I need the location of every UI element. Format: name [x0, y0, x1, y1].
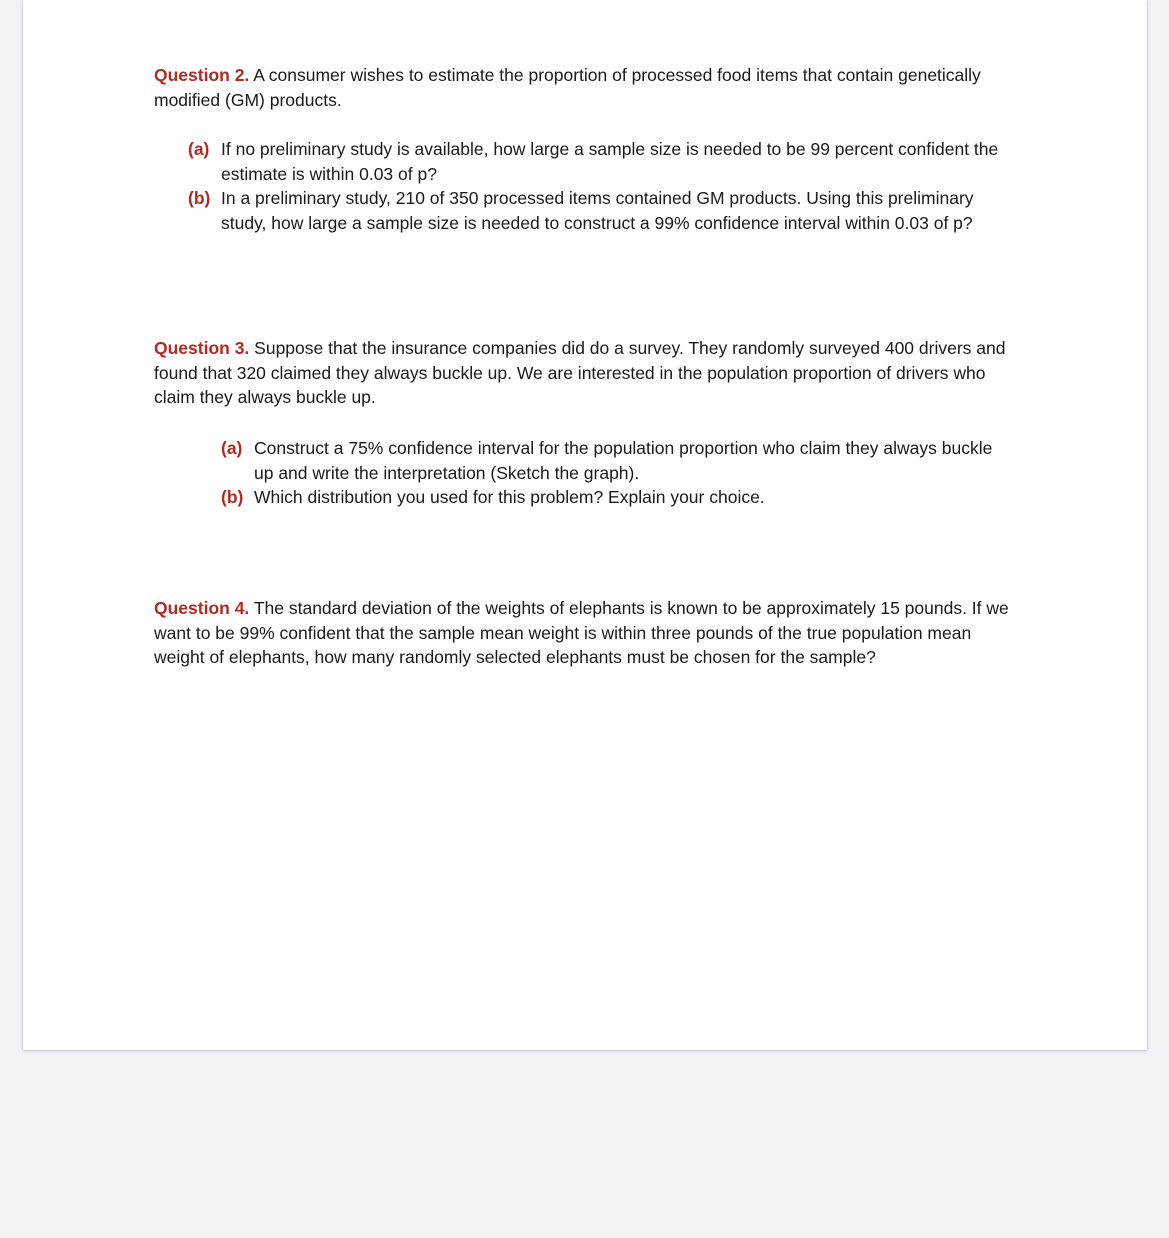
question-2-label: Question 2. [154, 65, 250, 85]
question-2-part-b-label: (b) [188, 188, 211, 208]
question-2 [154, 63, 1024, 112]
document-page [23, 0, 1147, 1050]
question-2-part-b-text: In a preliminary study, 210 of 350 processed items contained GM products. Using this preliminary study, how large a sample size is needed to construct a 99% confidence interval within 0.03 of p? [221, 188, 974, 233]
question-3-part-b-label: (b) [221, 487, 244, 507]
question-2-part-a-text: If no preliminary study is available, how large a sample size is needed to be 99 percent confident the estimate is within 0.03 of p? [221, 139, 999, 184]
question-3-part-a-label: (a) [221, 438, 243, 458]
question-3-part-a [221, 436, 1001, 485]
question-3 [154, 336, 1024, 410]
question-4 [154, 596, 1024, 670]
question-3-parts [221, 436, 1001, 510]
question-2-part-b [188, 186, 1018, 235]
question-2-text: A consumer wishes to estimate the proportion of processed food items that contain genetically modified (GM) products. [154, 65, 981, 110]
question-4-text: The standard deviation of the weights of elephants is known to be approximately 15 pounds. If we want to be 99% confident that the sample mean weight is within three pounds of the true population mean weight of elephants, how many randomly selected elephants must be chosen for the sample? [154, 598, 1009, 667]
question-3-label: Question 3. [154, 338, 250, 358]
question-3-part-b-text: Which distribution you used for this problem? Explain your choice. [254, 487, 765, 507]
question-2-part-a [188, 137, 1018, 186]
question-3-part-a-text: Construct a 75% confidence interval for the population proportion who claim they always buckle up and write the interpretation (Sketch the graph). [254, 438, 993, 483]
question-3-text: Suppose that the insurance companies did do a survey. They randomly surveyed 400 drivers and found that 320 claimed they always buckle up. We are interested in the population proportion of drivers who claim they always buckle up. [154, 338, 1006, 407]
question-4-label: Question 4. [154, 598, 250, 618]
question-2-parts [188, 137, 1018, 235]
question-2-part-a-label: (a) [188, 139, 210, 159]
question-3-part-b [221, 485, 1001, 510]
